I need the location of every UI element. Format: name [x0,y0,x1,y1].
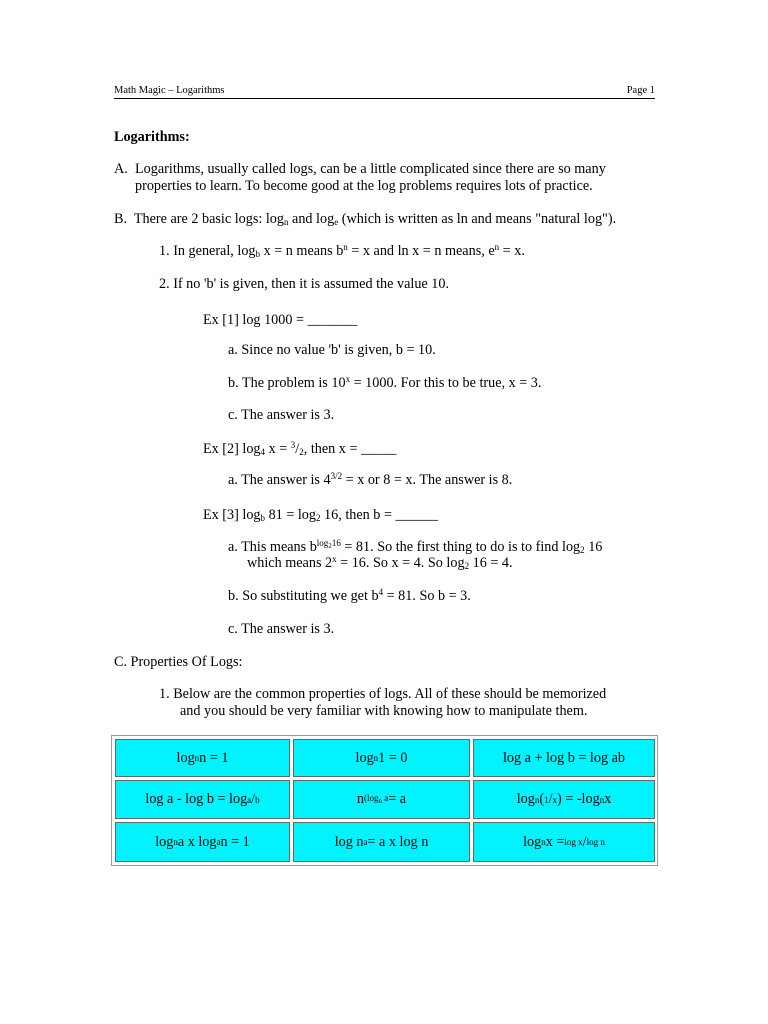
superscript: 4 [378,587,384,597]
superscript: n [494,242,500,252]
cell-text: x [604,791,612,807]
c-item-1-line1: 1. Below are the common properties of logs. All of these should be memorized [159,686,607,702]
cell-text: log [176,749,195,766]
step-text: = 81. So the first thing to do is to find log [340,539,581,555]
superscript-subscript: 2 [328,542,332,550]
cell-text: log [523,833,542,850]
step-text: 16 [584,539,603,555]
item-text: = x. [499,243,525,259]
section-title: Logarithms: [114,129,190,145]
question-text: 16, then b = ______ [320,507,439,523]
table-cell: log a - log b = log a / b [115,780,290,819]
superscript: n [343,242,348,252]
para-a-marker: A. [114,161,128,177]
cell-text: / [251,791,256,807]
cell-text: log a + log b = log ab [502,749,625,766]
step-text: = 16. So x = 4. So log [336,555,465,571]
cell-text: log [155,833,174,850]
example-3-step-b [228,588,471,605]
section-c-heading: C. Properties Of Logs: [114,654,243,670]
step-text: a. This means b [228,539,317,555]
question-text: , then x = _____ [303,441,397,457]
subscript: n [283,217,289,227]
table-cell: log n a = a x log n [293,822,470,862]
cell-text: x = [545,833,565,850]
question-text: / [295,441,300,457]
subscript: 2 [580,545,585,555]
para-b-text: and log [288,211,335,227]
step-text: a. The answer is 4 [228,472,331,488]
cell-text: / [582,833,587,850]
table-cell: log n 1 = 0 [293,739,470,777]
cell-text: n = 1 [220,833,250,850]
example-2-question [203,441,396,458]
cell-text: log [516,791,535,807]
cell-text: 1 = 0 [378,749,408,766]
step-text: = 1000. For this to be true, x = 3. [350,375,542,391]
cell-text: log [355,749,374,766]
table-cell: log n n = 1 [115,739,290,777]
table-cell [293,780,470,819]
subscript: b [260,513,266,523]
cell-text: = a x log n [367,833,429,850]
example-3-step-c: c. The answer is 3. [228,621,335,637]
superscript-text: log [316,538,329,548]
step-text: b. So substituting we get b [228,588,379,604]
step-text: 16 = 4. [469,555,513,571]
para-a-line2: properties to learn. To become good at the log problems requires lots of practice. [135,178,593,194]
para-b-marker: B. [114,211,128,227]
cell-text: a x log [177,833,217,850]
table-cell: log n ( 1 / x ) = -log n x [473,780,655,819]
example-3-step-a-line1 [228,539,602,556]
example-3-step-a-line2 [247,555,513,572]
superscript: x [345,374,351,384]
step-text: which means 2 [247,555,333,571]
subscript: 4 [260,447,266,457]
table-cell: log n x = log x / log n [473,822,655,862]
cell-text: log n [334,833,364,850]
cell-text: / [548,791,553,807]
subscript: 2 [316,513,321,523]
subscript: e [334,217,339,227]
log-properties-table [111,735,658,866]
item-text: = x and ln x = n means, e [347,243,495,259]
table-cell [473,739,655,777]
superscript: 3 [290,440,296,450]
superscript-text: (log [363,793,379,803]
subscript: 2 [464,561,470,571]
example-1-step-b [228,375,541,392]
superscript-subscript: n [378,797,382,805]
item-text: x = n means b [260,243,344,259]
cell-text: n = 1 [199,749,229,766]
cell-text: ( [539,791,545,807]
para-b-text: (which is written as ln and means "natural log"). [338,211,617,227]
superscript: x [332,554,337,564]
question-text: 81 = log [265,507,316,523]
header-title: Math Magic – Logarithms [114,85,225,96]
b-item-1 [159,243,525,260]
example-1-question: Ex [1] log 1000 = _______ [203,312,358,328]
para-b-text: There are 2 basic logs: log [133,211,284,227]
example-1-step-a: a. Since no value 'b' is given, b = 10. [228,342,436,358]
question-text: Ex [2] log [203,441,261,457]
example-1-step-c: c. The answer is 3. [228,407,335,423]
superscript [317,538,341,548]
para-b [114,211,616,228]
c-item-1-line2: and you should be very familiar with knowing how to manipulate them. [180,703,588,719]
cell-text: = a [388,791,407,807]
step-text: b. The problem is 10 [228,375,346,391]
subscript: b [255,249,261,259]
header-page-number: Page 1 [626,85,655,96]
cell-text: n [356,791,364,807]
question-text: x = [265,441,291,457]
subscript: 2 [299,447,304,457]
example-2-step-a [228,472,512,489]
step-text: = 81. So b = 3. [383,588,471,604]
table-cell: log n a x log a n = 1 [115,822,290,862]
cell-text: log a - log b = log [145,791,248,807]
para-a-line1: Logarithms, usually called logs, can be a little complicated since there are so many [135,161,606,177]
superscript-text: 16 [331,538,341,548]
item-text: 1. In general, log [159,243,256,259]
example-3-question [203,507,438,524]
cell-text: ) = -log [557,791,600,807]
superscript: 3/2 [330,471,343,481]
superscript [363,793,389,805]
question-text: Ex [3] log [203,507,261,523]
b-item-2: 2. If no 'b' is given, then it is assumed the value 10. [159,276,449,292]
superscript-text: a [381,793,389,803]
page-header [114,85,655,99]
step-text: = x or 8 = x. The answer is 8. [342,472,513,488]
